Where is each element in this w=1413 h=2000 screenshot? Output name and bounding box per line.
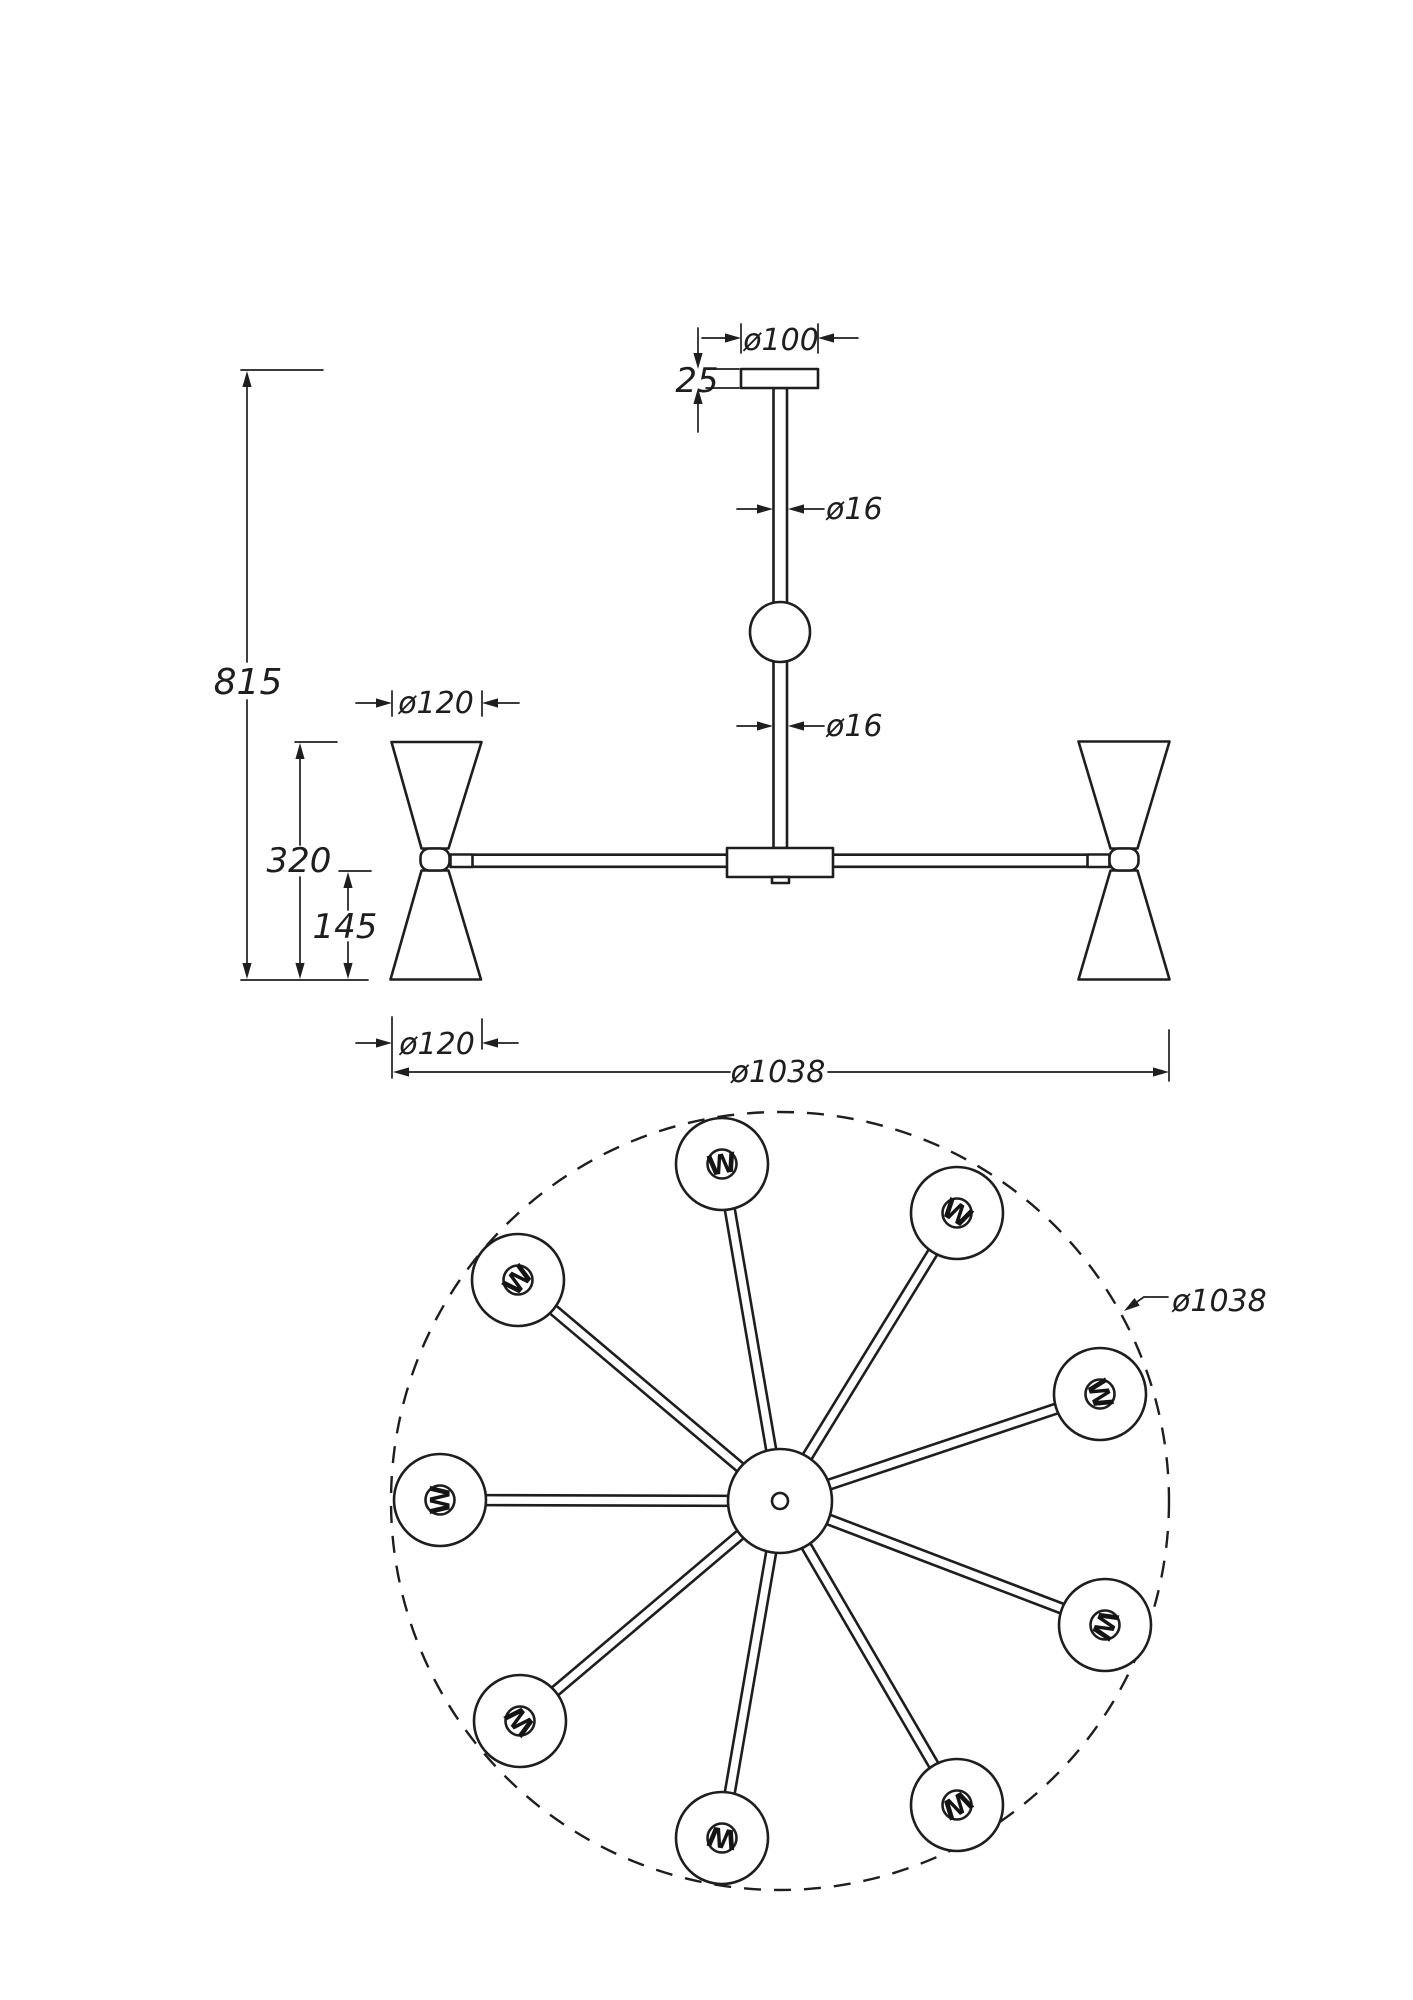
dim-label-overall-diameter: ø1038 <box>730 1055 826 1090</box>
dimension-arrow <box>376 698 392 707</box>
plan-arm-line <box>734 1541 778 1795</box>
plan-geometry <box>391 1112 1169 1890</box>
dimension-arrow <box>788 721 804 730</box>
dimension-arrow <box>295 963 304 979</box>
plan-arm-line <box>725 1540 769 1794</box>
dimension-arrow <box>788 504 804 513</box>
dim-label-shade-diameter-bottom: ø120 <box>399 1027 475 1062</box>
dim-label-total-height: 815 <box>213 662 283 703</box>
plan-arm-line <box>805 1253 938 1469</box>
dimension-arrow <box>242 371 251 387</box>
socket-glyph: W <box>704 1147 740 1183</box>
dimension-arrow <box>376 1038 392 1047</box>
elevation-parts <box>391 369 1170 980</box>
elevation-dimension-lines <box>241 324 1169 1081</box>
ball-joint <box>750 602 810 662</box>
plan-arm-line <box>804 1533 939 1764</box>
shade-waist <box>421 849 450 871</box>
dim-label-rod-diameter-upper: ø16 <box>826 492 883 527</box>
plan-arm-line <box>820 1413 1060 1493</box>
plan-arm-line <box>557 1531 753 1697</box>
socket-glyph: W <box>704 1819 740 1855</box>
plan-center-hole <box>772 1493 788 1509</box>
socket-glyph: W <box>1079 1375 1119 1414</box>
ceiling-canopy <box>741 369 818 388</box>
socket-glyph: W <box>935 1783 978 1826</box>
shade-upper-cone <box>392 742 482 849</box>
dim-label-shade-diameter-top: ø120 <box>398 686 474 721</box>
plan-view <box>391 1112 1267 1890</box>
dimension-arrow <box>482 698 498 707</box>
dim-label-canopy-height: 25 <box>675 361 719 401</box>
socket-glyph: W <box>499 1698 543 1742</box>
plan-arm-line <box>816 1520 1063 1614</box>
shade-lower-cone <box>391 871 482 980</box>
plan-arm-line <box>548 1312 746 1479</box>
dimension-arrow <box>1153 1067 1169 1076</box>
plan-arm-line <box>725 1208 769 1462</box>
dim-label-rod-diameter-lower: ø16 <box>826 709 883 744</box>
dim-label-canopy-diameter: ø100 <box>743 323 819 358</box>
hub-tab <box>772 877 789 883</box>
shade-lower-cone <box>1079 871 1170 980</box>
plan-arm-line <box>550 1523 746 1689</box>
leader-arrow <box>1124 1298 1140 1311</box>
dimension-arrow <box>242 963 251 979</box>
plan-arm-line <box>797 1248 930 1464</box>
socket-glyph: W <box>1084 1605 1124 1645</box>
plan-arm-line <box>734 1207 778 1461</box>
dimension-arrow <box>757 721 773 730</box>
center-hub <box>727 848 833 877</box>
dimension-arrow <box>818 333 834 342</box>
elevation-view <box>214 323 1170 1090</box>
plan-arm-line <box>484 1495 740 1496</box>
dimension-arrow <box>393 1067 409 1076</box>
shade-upper-cone <box>1079 742 1170 849</box>
plan-arm-line <box>819 1511 1066 1605</box>
socket-glyph: W <box>425 1485 457 1515</box>
plan-arm-line <box>796 1538 931 1769</box>
dim-label-shade-cone-height: 145 <box>312 907 378 947</box>
arm-connector <box>451 855 473 868</box>
dim-label-plan-overall-diameter: ø1038 <box>1172 1284 1267 1319</box>
plan-arm-line <box>555 1305 753 1472</box>
socket-glyph: W <box>497 1259 541 1303</box>
dimension-arrow <box>725 333 741 342</box>
dimension-arrow <box>343 963 352 979</box>
dim-label-shade-height: 320 <box>266 841 332 881</box>
shade-waist <box>1110 849 1139 871</box>
dimension-arrow <box>482 1038 498 1047</box>
plan-arm-line <box>816 1403 1056 1483</box>
dimension-arrow <box>757 504 773 513</box>
dimension-arrow <box>343 872 352 888</box>
arm-connector <box>1088 855 1110 868</box>
dimension-arrow <box>295 743 304 759</box>
plan-arm-line <box>484 1505 740 1506</box>
socket-glyph: W <box>935 1192 978 1235</box>
